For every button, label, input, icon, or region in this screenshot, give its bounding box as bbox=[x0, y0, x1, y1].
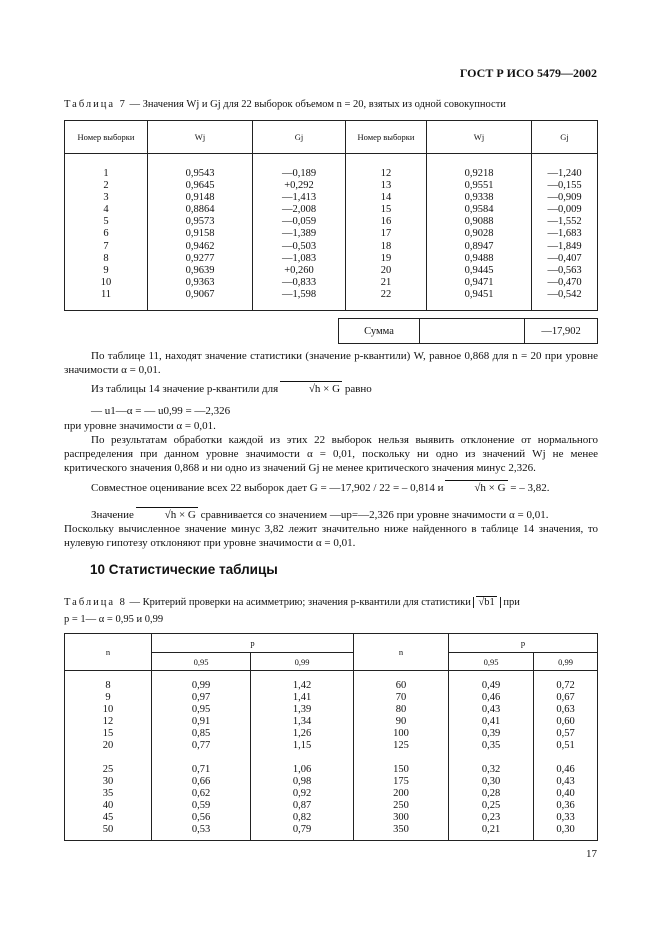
cell: 30 bbox=[102, 776, 114, 787]
page-number: 17 bbox=[586, 848, 597, 860]
header-w: Wj bbox=[148, 121, 253, 154]
cell: 35 bbox=[102, 788, 114, 799]
cell: 1,15 bbox=[292, 740, 312, 751]
table8-caption: Таблица 8 — Критерий проверки на асимметрию; значения p-квантили для статистики √b1 при bbox=[64, 597, 520, 608]
cell: 8 bbox=[103, 252, 109, 264]
cell: —0,470 bbox=[547, 276, 582, 288]
cell: 0,30 bbox=[481, 776, 501, 787]
cell: 15 bbox=[102, 728, 114, 739]
cell: —1,849 bbox=[547, 240, 582, 252]
cell: 60 bbox=[395, 680, 407, 691]
table8-body bbox=[65, 671, 598, 841]
cell: 0,25 bbox=[481, 800, 501, 811]
cell: 18 bbox=[380, 240, 392, 252]
cell: 9 bbox=[105, 692, 111, 703]
cell: 12 bbox=[380, 168, 392, 179]
cell: 0,59 bbox=[191, 800, 211, 811]
cell: —1,598 bbox=[281, 288, 317, 300]
cell: 0,9451 bbox=[464, 288, 494, 300]
cell bbox=[354, 752, 448, 764]
cell: 0,97 bbox=[191, 692, 211, 703]
table7-body bbox=[65, 154, 598, 311]
cell: 0,66 bbox=[191, 776, 211, 787]
cell: 0,8864 bbox=[185, 204, 215, 216]
cell: 14 bbox=[380, 192, 392, 204]
cell: 0,95 bbox=[191, 704, 211, 715]
cell: 11 bbox=[100, 288, 112, 300]
table7-sum-row bbox=[64, 318, 598, 344]
cell: 13 bbox=[380, 180, 392, 192]
paragraph-8: Поскольку вычисленное значение минус 3,82 лежит значительно ниже найденного в таблице 14 значения, то нулевую гипотезу отклоняют при уровне значимости α = 0,01. bbox=[64, 523, 598, 549]
col-left-nums bbox=[65, 154, 147, 310]
cell: 25 bbox=[102, 764, 114, 775]
cell: —1,083 bbox=[281, 252, 317, 264]
header-g-2: Gj bbox=[532, 121, 598, 154]
col-left-g bbox=[253, 154, 345, 310]
header-g: Gj bbox=[253, 121, 346, 154]
table7 bbox=[64, 120, 598, 311]
cell: —0,503 bbox=[281, 240, 317, 252]
header-n: n bbox=[65, 634, 152, 671]
cell: 0,33 bbox=[556, 812, 575, 823]
cell: 0,63 bbox=[556, 704, 575, 715]
cell: 12 bbox=[102, 716, 114, 727]
cell: —1,240 bbox=[547, 168, 582, 179]
abs-sqrt-b1: √b1 bbox=[473, 597, 500, 608]
table7-caption: Таблица 7 — Значения Wj и Gj для 22 выборок объемом n = 20, взятых из одной совокупности bbox=[64, 99, 506, 110]
cell: 6 bbox=[103, 228, 109, 240]
cell: 250 bbox=[393, 800, 409, 811]
cell: 45 bbox=[102, 812, 114, 823]
table8-header-row-1 bbox=[65, 634, 598, 653]
section-title: 10 Статистические таблицы bbox=[90, 562, 278, 577]
cell: 0,9445 bbox=[464, 264, 494, 276]
cell: 150 bbox=[393, 764, 409, 775]
cell: 4 bbox=[103, 204, 109, 216]
cell: 0,9573 bbox=[185, 216, 215, 228]
cell: —1,683 bbox=[547, 228, 582, 240]
cell: 17 bbox=[380, 228, 392, 240]
cell: 0,23 bbox=[481, 812, 501, 823]
cell: 0,43 bbox=[556, 776, 575, 787]
cell: 200 bbox=[393, 788, 409, 799]
cell: —0,542 bbox=[547, 288, 582, 300]
cell: 0,9088 bbox=[464, 216, 494, 228]
col-left-w bbox=[148, 154, 252, 310]
cell: —0,155 bbox=[547, 180, 582, 192]
cell: 0,51 bbox=[556, 740, 575, 751]
header-n-2: n bbox=[354, 634, 449, 671]
cell: 0,67 bbox=[556, 692, 575, 703]
cell: 0,43 bbox=[481, 704, 501, 715]
cell: 0,35 bbox=[481, 740, 501, 751]
cell: 0,98 bbox=[292, 776, 312, 787]
cell: 0,49 bbox=[481, 680, 501, 691]
header-p99: 0,99 bbox=[251, 653, 354, 671]
cell: 0,46 bbox=[556, 764, 575, 775]
paragraph-6: Совместное оценивание всех 22 выборок дает G = —17,902 / 22 = – 0,814 и √h × G = – 3,82. bbox=[91, 482, 550, 494]
cell: 0,41 bbox=[481, 716, 501, 727]
cell: 8 bbox=[105, 680, 111, 691]
cell: 100 bbox=[393, 728, 409, 739]
cell: 0,9584 bbox=[464, 204, 494, 216]
cell: 1,06 bbox=[292, 764, 312, 775]
cell: 0,46 bbox=[481, 692, 501, 703]
cell: 0,91 bbox=[191, 716, 211, 727]
cell bbox=[251, 752, 353, 764]
sqrt-h-g-2: √h × G bbox=[445, 480, 507, 495]
cell: 2 bbox=[103, 180, 109, 192]
paragraph-7: Значение √h × G сравнивается со значением —up=—2,326 при уровне значимости α = 0,01. bbox=[91, 509, 549, 521]
cell: 5 bbox=[103, 216, 109, 228]
cell bbox=[152, 752, 250, 764]
col8-right-99 bbox=[534, 671, 597, 840]
cell: 0,60 bbox=[556, 716, 575, 727]
cell: 0,28 bbox=[481, 788, 501, 799]
cell: 350 bbox=[393, 824, 409, 835]
cell: 40 bbox=[102, 800, 114, 811]
col8-left-n bbox=[65, 671, 151, 840]
col8-right-n bbox=[354, 671, 448, 840]
cell: —0,009 bbox=[547, 204, 582, 216]
cell: 0,8947 bbox=[464, 240, 494, 252]
cell: 1,26 bbox=[292, 728, 312, 739]
cell: 0,72 bbox=[556, 680, 575, 691]
cell: 0,9488 bbox=[464, 252, 494, 264]
table8 bbox=[64, 633, 598, 841]
cell: 0,82 bbox=[292, 812, 312, 823]
cell: 0,62 bbox=[191, 788, 211, 799]
cell bbox=[449, 752, 533, 764]
cell: 0,9462 bbox=[185, 240, 215, 252]
cell: 0,99 bbox=[191, 680, 211, 691]
cell: —1,389 bbox=[281, 228, 317, 240]
cell: —0,909 bbox=[547, 192, 582, 204]
cell: —1,413 bbox=[281, 192, 317, 204]
cell: 0,9543 bbox=[185, 168, 215, 179]
header-p: p bbox=[152, 634, 354, 653]
cell: 0,9158 bbox=[185, 228, 215, 240]
cell: 0,79 bbox=[292, 824, 312, 835]
cell: 0,9363 bbox=[185, 276, 215, 288]
sqrt-h-g-3: √h × G bbox=[136, 507, 198, 522]
cell: 0,9277 bbox=[185, 252, 215, 264]
cell: 0,56 bbox=[191, 812, 211, 823]
sum-label: Сумма bbox=[339, 319, 420, 344]
cell: 0,9645 bbox=[185, 180, 215, 192]
document-code: ГОСТ Р ИСО 5479—2002 bbox=[459, 66, 597, 80]
cell: —0,189 bbox=[281, 168, 317, 179]
header-sample-number-2: Номер выборки bbox=[346, 121, 427, 154]
cell: 15 bbox=[380, 204, 392, 216]
cell: 50 bbox=[102, 824, 114, 835]
cell: 0,85 bbox=[191, 728, 211, 739]
cell: 80 bbox=[395, 704, 407, 715]
cell: 90 bbox=[395, 716, 407, 727]
table8-caption-line2: p = 1— α = 0,95 и 0,99 bbox=[64, 614, 164, 625]
cell: 21 bbox=[380, 276, 392, 288]
cell: 0,9338 bbox=[464, 192, 494, 204]
paragraph-4: при уровне значимости α = 0,01. bbox=[64, 420, 216, 432]
paragraph-5: По результатам обработки каждой из этих 22 выборок нельзя выявить отклонение от нормального распределения при данном уровне значимости α = 0,01, поскольку ни одно из значений Wj не менее критического значения 0,868 и ни одно из значений Gj не менее критического значения минус 2,326. bbox=[64, 434, 598, 474]
cell: 10 bbox=[100, 276, 112, 288]
cell bbox=[65, 752, 151, 764]
header-w-2: Wj bbox=[427, 121, 532, 154]
cell: —2,008 bbox=[281, 204, 317, 216]
cell: 0,36 bbox=[556, 800, 575, 811]
cell: 10 bbox=[102, 704, 114, 715]
paragraph-3: — u1—α = — u0,99 = —2,326 bbox=[91, 405, 231, 417]
sum-value: —17,902 bbox=[525, 319, 598, 344]
cell: 1,42 bbox=[292, 680, 312, 691]
cell: 0,9639 bbox=[185, 264, 215, 276]
cell: 20 bbox=[102, 740, 114, 751]
cell: 1,41 bbox=[292, 692, 312, 703]
header-p95-2: 0,95 bbox=[449, 653, 534, 671]
cell: +0,292 bbox=[284, 180, 314, 192]
cell: 0,92 bbox=[292, 788, 312, 799]
col8-left-99 bbox=[251, 671, 353, 840]
cell: +0,260 bbox=[284, 264, 314, 276]
cell: 1,39 bbox=[292, 704, 312, 715]
cell: 19 bbox=[380, 252, 392, 264]
cell: 0,9551 bbox=[464, 180, 494, 192]
header-sample-number: Номер выборки bbox=[65, 121, 148, 154]
cell: 0,77 bbox=[191, 740, 211, 751]
paragraph-2: Из таблицы 14 значение p-квантили для √h × G равно bbox=[91, 383, 372, 395]
col-right-g bbox=[532, 154, 597, 310]
cell: —1,552 bbox=[547, 216, 582, 228]
cell: —0,563 bbox=[547, 264, 582, 276]
cell: 3 bbox=[103, 192, 109, 204]
cell: 1 bbox=[103, 168, 109, 179]
cell: 0,9067 bbox=[185, 288, 215, 300]
header-p-2: p bbox=[449, 634, 598, 653]
cell: 0,32 bbox=[481, 764, 501, 775]
cell: —0,833 bbox=[281, 276, 317, 288]
cell: 20 bbox=[380, 264, 392, 276]
cell: 0,71 bbox=[191, 764, 211, 775]
cell: 125 bbox=[393, 740, 409, 751]
cell: 0,53 bbox=[191, 824, 211, 835]
cell: 22 bbox=[380, 288, 392, 300]
cell: 7 bbox=[103, 240, 109, 252]
cell: 1,34 bbox=[292, 716, 312, 727]
table7-header-row bbox=[65, 121, 598, 154]
col8-right-95 bbox=[449, 671, 533, 840]
cell: 0,30 bbox=[556, 824, 575, 835]
paragraph-1: По таблице 11, находят значение статистики (значение p-квантили) W, равное 0,868 для n = 20 при уровне значимости α = 0,01. bbox=[64, 350, 598, 376]
cell: 70 bbox=[395, 692, 407, 703]
cell: 0,9028 bbox=[464, 228, 494, 240]
cell: 16 bbox=[380, 216, 392, 228]
cell bbox=[534, 752, 597, 764]
cell: —0,407 bbox=[547, 252, 582, 264]
cell: 0,57 bbox=[556, 728, 575, 739]
cell: 175 bbox=[393, 776, 409, 787]
header-p99-2: 0,99 bbox=[534, 653, 598, 671]
cell: 0,9218 bbox=[464, 168, 494, 179]
cell: 0,87 bbox=[292, 800, 312, 811]
cell: 300 bbox=[393, 812, 409, 823]
sqrt-h-g: √h × G bbox=[280, 381, 342, 396]
col-right-nums bbox=[346, 154, 426, 310]
cell: —0,059 bbox=[281, 216, 317, 228]
header-p95: 0,95 bbox=[152, 653, 251, 671]
cell: 0,39 bbox=[481, 728, 501, 739]
col8-left-95 bbox=[152, 671, 250, 840]
col-right-w bbox=[427, 154, 531, 310]
cell: 0,21 bbox=[481, 824, 501, 835]
cell: 0,9471 bbox=[464, 276, 494, 288]
cell: 0,9148 bbox=[185, 192, 215, 204]
cell: 9 bbox=[103, 264, 109, 276]
cell: 0,40 bbox=[556, 788, 575, 799]
